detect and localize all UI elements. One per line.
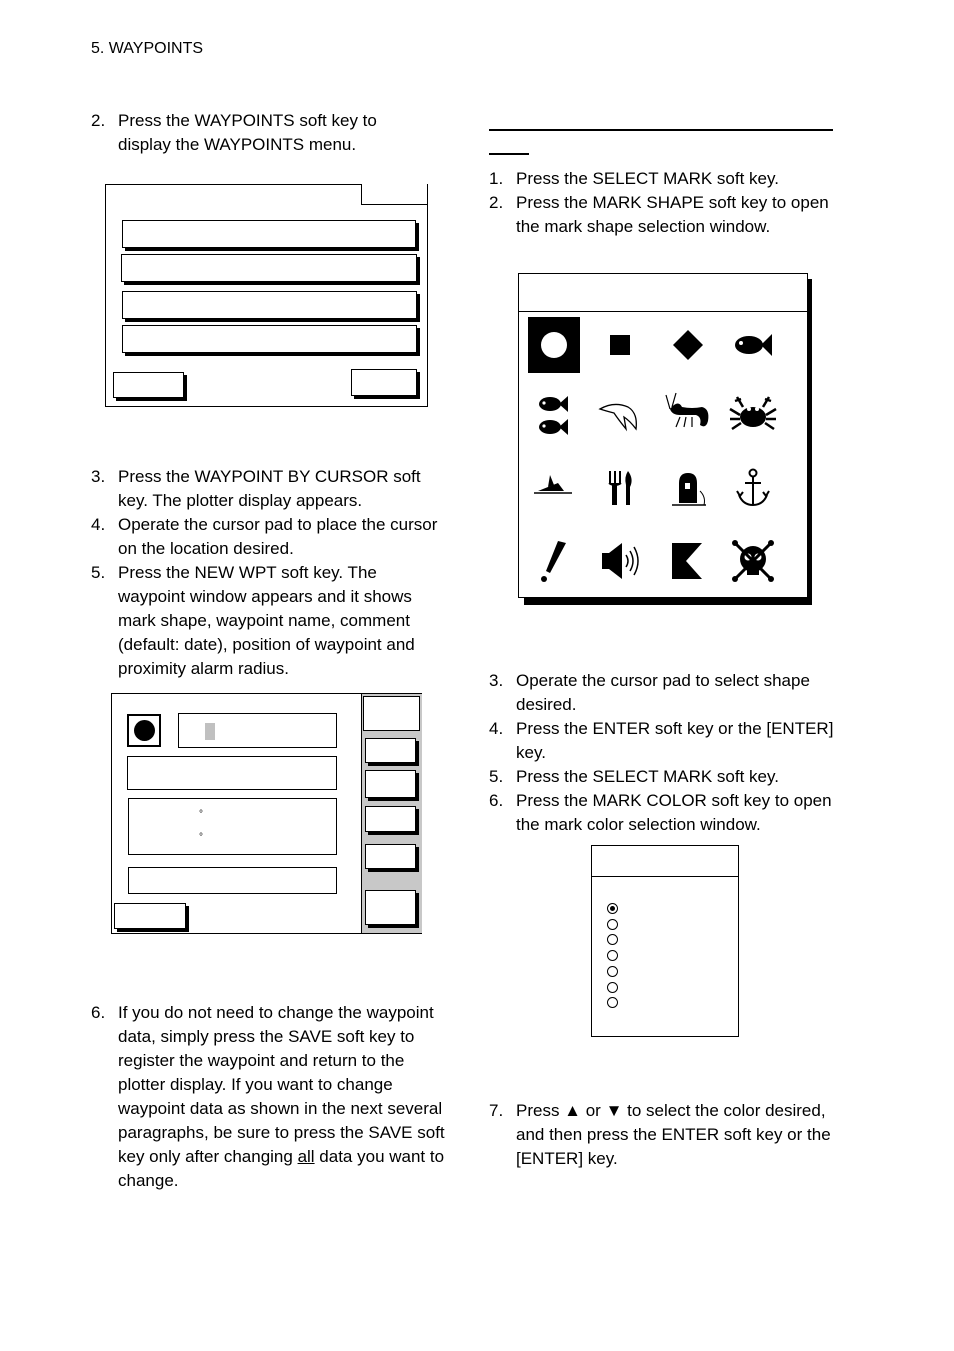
color-radio-6[interactable]: [607, 982, 618, 993]
step-item: [489, 669, 849, 717]
step-item: [489, 1099, 849, 1171]
menu-title-tab: [361, 184, 428, 205]
step-number: 6.: [489, 791, 504, 810]
step-item: [91, 109, 411, 157]
menu-right-button[interactable]: [351, 369, 417, 396]
step-item: [489, 789, 849, 837]
step-text: Press the SELECT MARK soft key.: [516, 169, 779, 188]
crab-icon[interactable]: [727, 387, 779, 443]
anchor-icon[interactable]: [727, 461, 779, 517]
step-item: [489, 167, 849, 191]
fish-icon[interactable]: [727, 317, 779, 373]
step-item: [91, 513, 441, 561]
section-header: 5. WAYPOINTS: [91, 40, 204, 57]
step-text: Press the NEW WPT soft key. The waypoint window appears and it shows mark shape, waypoint name, comment (default: date), position of waypoint and proximity alarm radius.: [118, 563, 415, 678]
step-number: 3.: [91, 467, 106, 486]
step-text: [91, 1001, 446, 1193]
step-text: Operate the cursor pad to place the cursor on the location desired.: [118, 515, 438, 558]
step-text: Press ▲ or ▼ to select the color desired, and then press the ENTER soft key or the [ENTER] key.: [516, 1101, 831, 1168]
softkey-1[interactable]: [365, 738, 416, 763]
step-number: 4.: [91, 515, 106, 534]
left-steps-b: [91, 465, 441, 681]
left-steps-a: [91, 109, 411, 157]
menu-item-1[interactable]: [122, 220, 416, 248]
step-text-emphasis: all: [297, 1147, 315, 1166]
speaker-icon[interactable]: [594, 533, 646, 589]
longitude-degree-symbol: °: [199, 832, 203, 843]
step-item: [489, 191, 849, 239]
step-text: Press the MARK SHAPE soft key to open the mark shape selection window.: [516, 193, 829, 236]
color-radio-7[interactable]: [607, 997, 618, 1008]
step-number: 1.: [489, 169, 504, 188]
softkey-3[interactable]: [365, 806, 416, 832]
step-text-after: data you want to change.: [118, 1147, 445, 1190]
text-cursor: [205, 723, 215, 740]
step-text-before: If you do not need to change the waypoint data, simply press the SAVE soft key to register the waypoint and return to the plotter display. If you want to change waypoint data as shown in the next several paragraphs, be sure to press the SAVE soft key only after changing: [118, 1003, 445, 1166]
step-text: Press the SELECT MARK soft key.: [516, 767, 779, 786]
step-number: 2.: [91, 111, 106, 130]
mark-shape-window: [518, 273, 808, 598]
step-number: 5.: [489, 767, 504, 786]
latitude-degree-symbol: °: [199, 809, 203, 820]
step-text: Press the WAYPOINT BY CURSOR soft key. The plotter display appears.: [118, 467, 421, 510]
step-number: 3.: [489, 671, 504, 690]
color-radio-3[interactable]: [607, 934, 618, 945]
softkey-4[interactable]: [365, 844, 416, 869]
step-text: Press the ENTER soft key or the [ENTER] key.: [516, 719, 834, 762]
comment-field[interactable]: [127, 756, 337, 790]
tombstone-icon[interactable]: [662, 461, 714, 517]
heading-rule-short: [489, 153, 529, 155]
left-step-6: [91, 1001, 446, 1193]
position-field[interactable]: [128, 798, 337, 855]
step-number: 6.: [91, 1003, 106, 1022]
step-text: Press the WAYPOINTS soft key to display the WAYPOINTS menu.: [118, 111, 377, 154]
circle-icon[interactable]: [528, 317, 580, 373]
step-number: 4.: [489, 719, 504, 738]
color-radio-4[interactable]: [607, 950, 618, 961]
softkey-top[interactable]: [363, 696, 420, 731]
circle-mark-icon: [134, 720, 155, 741]
proximity-alarm-field[interactable]: [128, 867, 337, 894]
step-text: Operate the cursor pad to select shape desired.: [516, 671, 810, 714]
waypoints-menu-window: [105, 184, 428, 407]
flag-icon[interactable]: [662, 533, 714, 589]
mark-color-title-bar: [592, 846, 738, 877]
wreck-icon[interactable]: [528, 461, 580, 517]
right-steps-b: [489, 669, 849, 837]
diamond-icon[interactable]: [662, 317, 714, 373]
right-steps-a: [489, 167, 849, 239]
step-number: 2.: [489, 193, 504, 212]
color-radio-2[interactable]: [607, 919, 618, 930]
waypoint-window: [111, 693, 422, 934]
color-radio-5[interactable]: [607, 966, 618, 977]
step-text: Press the MARK COLOR soft key to open the mark color selection window.: [516, 791, 832, 834]
exclamation-icon[interactable]: [528, 533, 580, 589]
menu-item-3[interactable]: [122, 291, 417, 319]
step-item: [91, 465, 441, 513]
step-number: 5.: [91, 563, 106, 582]
two-fish-icon[interactable]: [528, 387, 580, 443]
waypoint-name-field[interactable]: [178, 713, 337, 748]
step-item: [489, 765, 849, 789]
square-icon[interactable]: [594, 317, 646, 373]
right-steps-c: [489, 1099, 849, 1171]
fork-knife-icon[interactable]: [594, 461, 646, 517]
dolphin-icon[interactable]: [594, 387, 646, 443]
menu-left-button[interactable]: [113, 372, 184, 398]
softkey-2[interactable]: [365, 770, 416, 798]
window-bottom-button[interactable]: [114, 903, 186, 929]
color-radio-1[interactable]: [607, 903, 618, 914]
shrimp-icon[interactable]: [662, 387, 714, 443]
step-item: [489, 717, 849, 765]
skull-icon[interactable]: [727, 533, 779, 589]
mark-color-window: [591, 845, 739, 1037]
heading-rule-long: [489, 129, 833, 131]
mark-shape-field[interactable]: [127, 714, 161, 747]
menu-item-4[interactable]: [122, 325, 417, 353]
menu-item-2[interactable]: [121, 254, 417, 282]
step-number: 7.: [489, 1101, 504, 1120]
mark-shape-title-bar: [519, 274, 807, 312]
softkey-5[interactable]: [365, 890, 416, 925]
step-item: [91, 561, 441, 681]
